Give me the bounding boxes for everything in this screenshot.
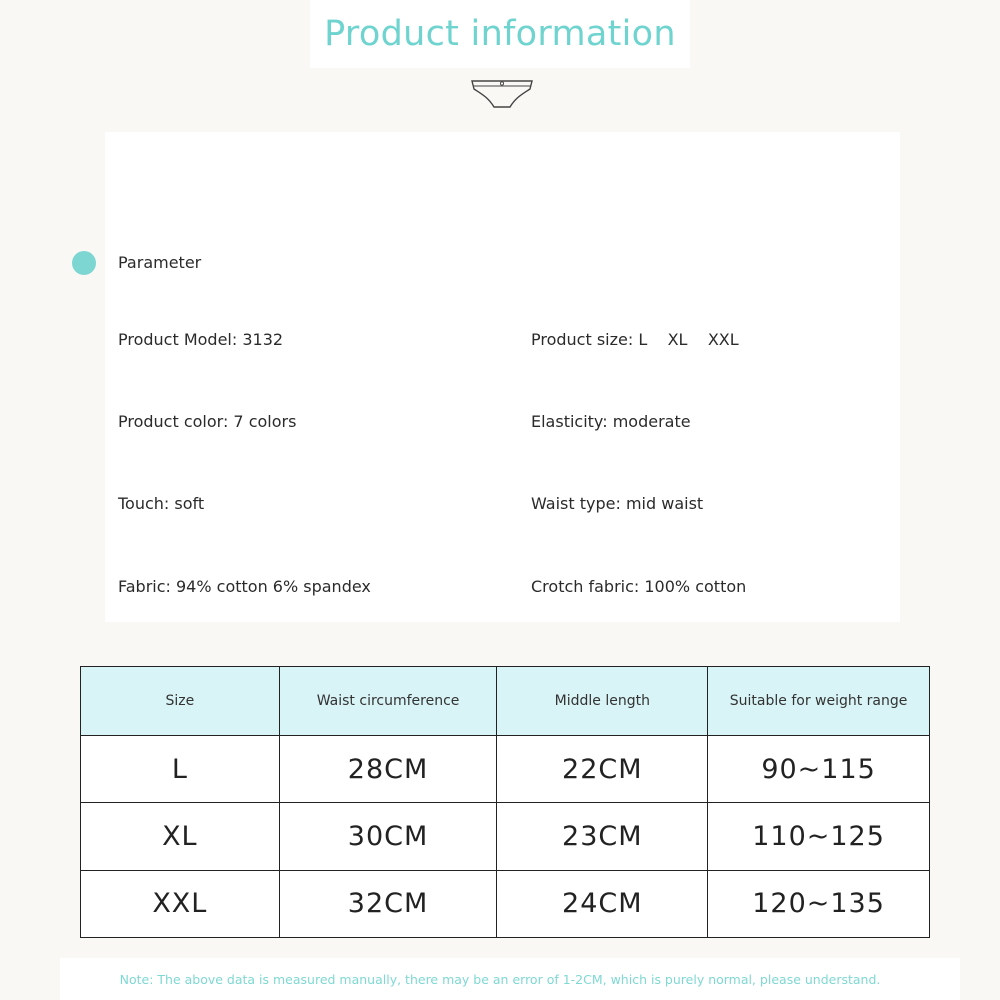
cell-weight: 110~125 — [708, 803, 930, 870]
spec-crotch: Crotch fabric: 100% cotton — [531, 577, 747, 596]
spec-color: Product color: 7 colors — [118, 412, 297, 431]
spec-waist: Waist type: mid waist — [531, 494, 704, 513]
column-header-size: Size — [81, 667, 280, 736]
dot-icon — [72, 251, 96, 275]
briefs-icon — [470, 77, 534, 111]
spec-elasticity: Elasticity: moderate — [531, 412, 691, 431]
cell-weight: 120~135 — [708, 870, 930, 937]
cell-length: 23CM — [497, 803, 708, 870]
cell-waist: 28CM — [279, 736, 497, 803]
table-row — [81, 870, 930, 937]
title-box — [310, 0, 690, 68]
column-header-waist: Waist circumference — [279, 667, 497, 736]
column-header-length: Middle length — [497, 667, 708, 736]
cell-size: XXL — [81, 870, 280, 937]
spec-touch: Touch: soft — [118, 494, 205, 513]
cell-waist: 32CM — [279, 870, 497, 937]
cell-length: 24CM — [497, 870, 708, 937]
cell-size: L — [81, 736, 280, 803]
column-header-weight: Suitable for weight range — [708, 667, 930, 736]
parameter-heading: Parameter — [118, 253, 202, 272]
measurement-note: Note: The above data is measured manually, there may be an error of 1-2CM, which is purely normal, please understand. — [119, 972, 881, 987]
spec-model: Product Model: 3132 — [118, 330, 284, 349]
parameter-panel — [105, 132, 900, 622]
table-header-row — [81, 667, 930, 736]
table-row — [81, 736, 930, 803]
cell-weight: 90~115 — [708, 736, 930, 803]
spec-fabric: Fabric: 94% cotton 6% spandex — [118, 577, 371, 596]
table-row — [81, 803, 930, 870]
page-title: Product information — [324, 14, 676, 54]
size-table — [80, 666, 930, 938]
cell-length: 22CM — [497, 736, 708, 803]
cell-waist: 30CM — [279, 803, 497, 870]
cell-size: XL — [81, 803, 280, 870]
spec-size: Product size: L XL XXL — [531, 330, 739, 349]
